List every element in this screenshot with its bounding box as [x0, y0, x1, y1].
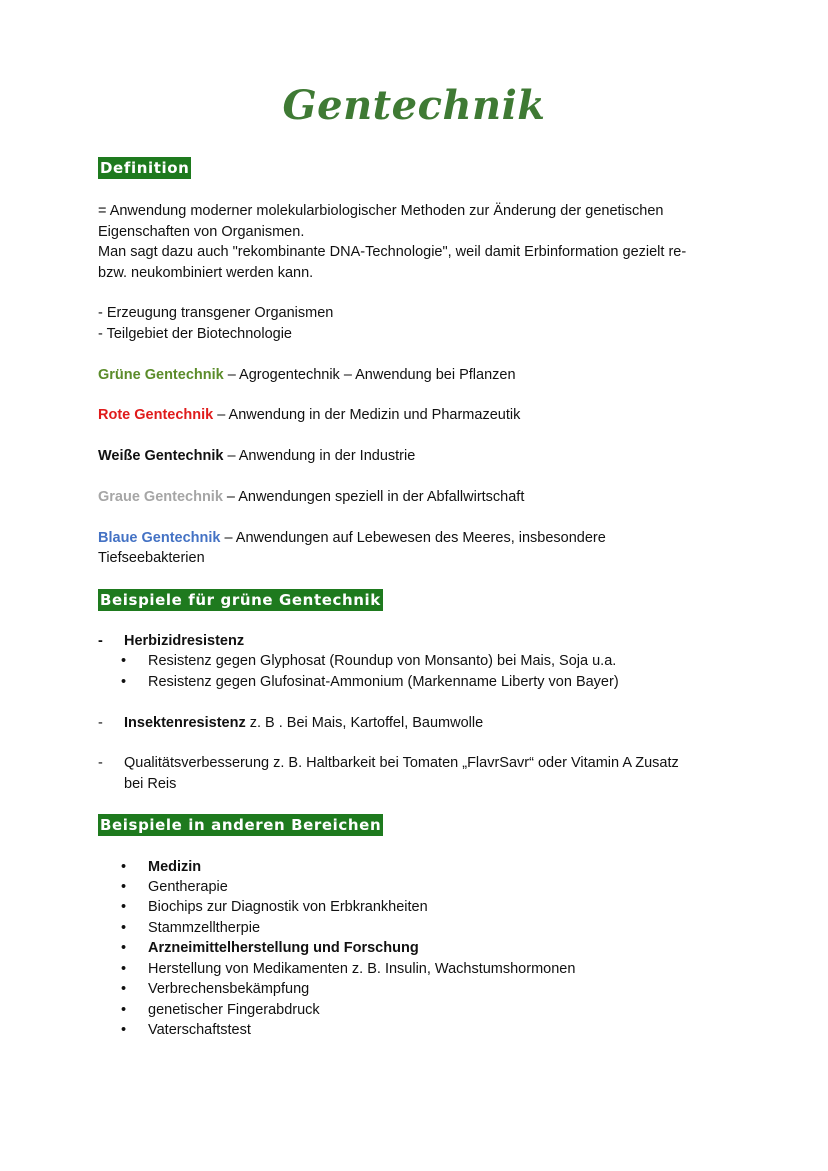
green-examples-heading: Beispiele für grüne Gentechnik — [100, 590, 381, 609]
other-examples-heading: Beispiele in anderen Bereichen — [100, 816, 382, 835]
dash-marker: - — [98, 633, 103, 650]
bullet-marker: • — [121, 673, 127, 690]
quality-item — [98, 753, 738, 794]
bullet-marker: • — [121, 981, 127, 998]
bullet-marker: • — [121, 1021, 127, 1038]
list-item — [98, 959, 738, 979]
dash-marker: - — [98, 755, 103, 772]
definition-line: = Anwendung moderner molekularbiologischer Methoden zur Änderung der genetischen — [98, 203, 664, 220]
definition-line: Man sagt dazu auch "rekombinante DNA-Technologie", weil damit Erbinformation gezielt re- — [98, 244, 687, 261]
type-red-name: Rote Gentechnik — [98, 407, 214, 424]
list-item-text: Biochips zur Diagnostik von Erbkrankheiten — [148, 899, 428, 916]
type-grey — [98, 487, 738, 507]
type-white-desc: – Anwendung in der Industrie — [223, 448, 416, 465]
bullet-marker: • — [121, 653, 127, 670]
type-green-name: Grüne Gentechnik — [98, 366, 224, 383]
list-item-text: Medizin — [148, 858, 202, 875]
bullet-marker: • — [121, 1001, 127, 1018]
herbicide-title: Herbizidresistenz — [124, 633, 245, 650]
type-blue-desc: – Anwendungen auf Lebewesen des Meeres, insbesondere — [220, 529, 606, 546]
page-title: Gentechnik — [282, 82, 546, 129]
list-item-text: Vaterschaftstest — [148, 1021, 251, 1038]
list-item-text: Arzneimittelherstellung und Forschung — [148, 940, 419, 957]
type-red — [98, 405, 738, 425]
document-content — [98, 157, 738, 1040]
definition-heading: Definition — [100, 159, 190, 177]
insect-item — [98, 713, 738, 733]
definition-line: Eigenschaften von Organismen. — [98, 223, 305, 240]
type-blue — [98, 528, 738, 548]
insect-title: Insektenresistenz — [124, 714, 246, 731]
list-item-text: Resistenz gegen Glyphosat (Roundup von Monsanto) bei Mais, Soja u.a. — [148, 653, 617, 670]
type-green-desc: – Agrogentechnik – Anwendung bei Pflanzen — [223, 366, 516, 383]
type-blue-desc-cont: Tiefseebakterien — [98, 550, 205, 567]
insect-rest: z. B . Bei Mais, Kartoffel, Baumwolle — [245, 714, 484, 731]
list-item-text: Gentherapie — [148, 879, 228, 896]
bullet-marker: • — [121, 940, 127, 957]
quality-line: bei Reis — [124, 775, 177, 792]
list-item — [98, 979, 738, 999]
type-grey-desc: – Anwendungen speziell in der Abfallwirtschaft — [222, 489, 525, 506]
type-green — [98, 365, 738, 385]
herbicide-list — [98, 651, 738, 692]
dash-marker: - — [98, 714, 103, 731]
list-item-text: Herstellung von Medikamenten z. B. Insulin, Wachstumshormonen — [148, 960, 576, 977]
list-item-text: genetischer Fingerabdruck — [148, 1001, 320, 1018]
type-white — [98, 446, 738, 466]
bullet-marker: • — [121, 919, 127, 936]
bullet-marker: • — [121, 899, 127, 916]
list-item — [98, 938, 738, 958]
list-item — [98, 897, 738, 917]
list-item — [98, 1020, 738, 1040]
green-examples-section — [98, 589, 738, 795]
bullet-marker: • — [121, 960, 127, 977]
type-white-name: Weiße Gentechnik — [98, 448, 224, 465]
definition-point: - Erzeugung transgener Organismen — [98, 305, 334, 322]
list-item-text: Resistenz gegen Glufosinat-Ammonium (Markenname Liberty von Bayer) — [148, 673, 619, 690]
list-item — [98, 877, 738, 897]
definition-line: bzw. neukombiniert werden kann. — [98, 264, 314, 281]
quality-line: Qualitätsverbesserung z. B. Haltbarkeit bei Tomaten „FlavrSavr“ oder Vitamin A Zusatz — [124, 755, 679, 772]
bullet-marker: • — [121, 879, 127, 896]
type-blue-name: Blaue Gentechnik — [98, 529, 221, 546]
herbicide-item — [98, 631, 738, 651]
other-examples-section — [98, 814, 738, 1040]
bullet-marker: • — [121, 858, 127, 875]
definition-section — [98, 157, 738, 569]
list-item — [98, 857, 738, 877]
other-examples-list — [98, 857, 738, 1041]
list-item — [98, 1000, 738, 1020]
type-grey-name: Graue Gentechnik — [98, 489, 223, 506]
list-item — [98, 672, 738, 692]
list-item — [98, 651, 738, 671]
list-item — [98, 918, 738, 938]
type-red-desc: – Anwendung in der Medizin und Pharmazeutik — [213, 407, 521, 424]
list-item-text: Stammzelltherpie — [148, 919, 261, 936]
definition-point: - Teilgebiet der Biotechnologie — [98, 325, 293, 342]
list-item-text: Verbrechensbekämpfung — [148, 981, 310, 998]
